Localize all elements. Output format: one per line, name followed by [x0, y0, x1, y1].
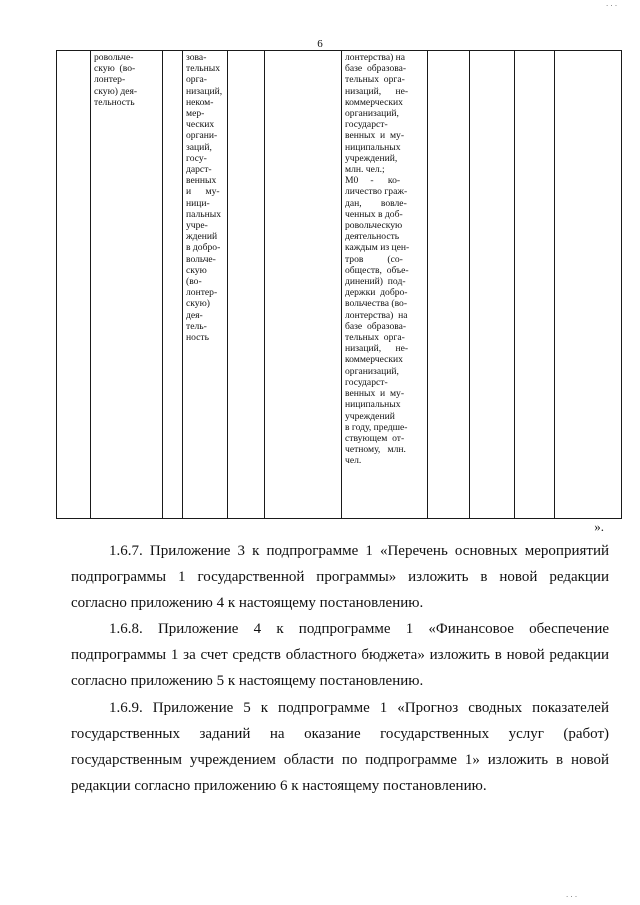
paragraph-1-6-8: 1.6.8. Приложение 4 к подпрограмме 1 «Финансовое обеспечение подпрограммы 1 за счет средств областного бюджета» изложить в новой редакции согласно приложению 5 к настоящему постановлению. [71, 621, 609, 689]
scan-artifact-mark: · · · [606, 2, 618, 10]
table-row [57, 51, 622, 519]
table-cell-col5 [265, 51, 342, 519]
cell-text: зова- тельных орга- низаций, неком- мер- ческих органи- заций, госу- дарст- венных и му- ници- пальных учре- ждений в добро- вольче- скую (во- лонтер- скую) дея- тель- ность [186, 52, 223, 344]
paragraph-1-6-7: 1.6.7. Приложение 3 к подпрограмме 1 «Перечень основных мероприятий подпрограммы 1 государственной программы» изложить в новой редакции согласно приложению 4 к настоящему постановлению. [71, 543, 609, 611]
table-cell-col8 [470, 51, 515, 519]
table-cell-col4 [228, 51, 265, 519]
cell-text: лонтерства) на базе образова- тельных орга- низаций, не- коммерческих организаций, государст- венных и му- ниципальных учреждений, млн. чел.; M0 - ко- личество граж- дан, вовле- ченных в доб- ровольческую деятельность каждым из цен- тров (со- обществ, объе- динений) под- держки добро- вольчества (во- лонтерства) на базе образова- тельных орга- низаций, не- коммерческих организаций, государст- венных и му- ниципальных учреждений в году, предше- ствующем от- четному, млн. чел. [345, 52, 410, 467]
table-cell-col9 [515, 51, 555, 519]
table-cell-activity-name [91, 51, 163, 519]
scan-artifact-mark: · · · [566, 893, 578, 901]
page-number: 6 [317, 38, 323, 50]
table-cell-col2 [163, 51, 183, 519]
table-cell-col7 [428, 51, 470, 519]
continuation-table [56, 50, 622, 519]
paragraph-1-6-9: 1.6.9. Приложение 5 к подпрограмме 1 «Прогноз сводных показателей государственных заданий на оказание государственных услуг (работ) государственным учреждением области по подпрограмме 1» изложить в новой редакции согласно приложению 6 к настоящему постановлению. [71, 700, 609, 794]
table-cell-indicator-name [183, 51, 228, 519]
cell-text: ровольче- скую (во- лонтер- скую) дея- тельность [94, 52, 138, 108]
table-cell-calculation-formula [342, 51, 428, 519]
table-cell-blank-right [555, 51, 622, 519]
closing-quote-mark: ». [594, 519, 604, 534]
table-cell-blank-left [57, 51, 91, 519]
